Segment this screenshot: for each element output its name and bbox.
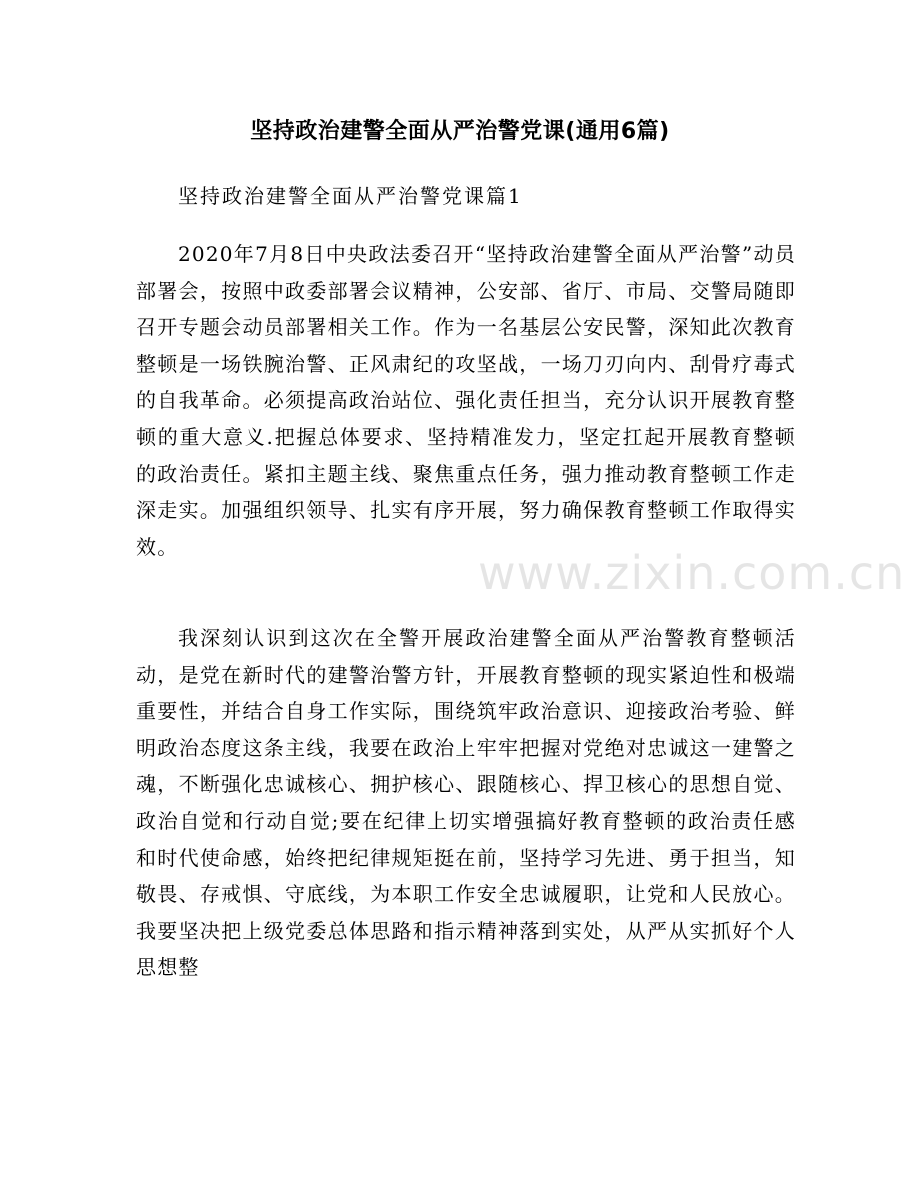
- document-title: 坚持政治建警全面从严治警党课(通用6篇): [250, 119, 670, 144]
- body-paragraph-2: 我深刻认识到这次在全警开展政治建警全面从严治警教育整顿活动，是党在新时代的建警治警方针，开展教育整顿的现实紧迫性和极端重要性，并结合自身工作实际，围绕筑牢政治意识、迎接政治考验、鲜明政治态度这条主线，我要在政治上牢牢把握对党绝对忠诚这一建警之魂，不断强化忠诚核心、拥护核心、跟随核心、捍卫核心的思想自觉、政治自觉和行动自觉;要在纪律上切实增强搞好教育整顿的政治责任感和时代使命感，始终把纪律规矩挺在前，坚持学习先进、勇于担当，知敬畏、存戒惧、守底线，为本职工作安全忠诚履职，让党和人民放心。我要坚决把上级党委总体思路和指示精神落到实处，从严从实抓好个人思想整: [136, 626, 796, 980]
- body-paragraph-1: 2020年7月8日中央政法委召开“坚持政治建警全面从严治警”动员部署会，按照中政委部署会议精神，公安部、省厅、市局、交警局随即召开专题会动员部署相关工作。作为一名基层公安民警，深知此次教育整顿是一场铁腕治警、正风肃纪的攻坚战，一场刀刃向内、刮骨疗毒式的自我革命。必须提高政治站位、强化责任担当，充分认识开展教育整顿的重大意义.把握总体要求、坚持精准发力，坚定扛起开展教育整顿的政治责任。紧扣主题主线、聚焦重点任务，强力推动教育整顿工作走深走实。加强组织领导、扎实有序开展，努力确保教育整顿工作取得实效。: [136, 242, 796, 559]
- section-heading: 坚持政治建警全面从严治警党课篇1: [178, 184, 523, 208]
- watermark-text: www.zixin.com.cn: [478, 546, 906, 600]
